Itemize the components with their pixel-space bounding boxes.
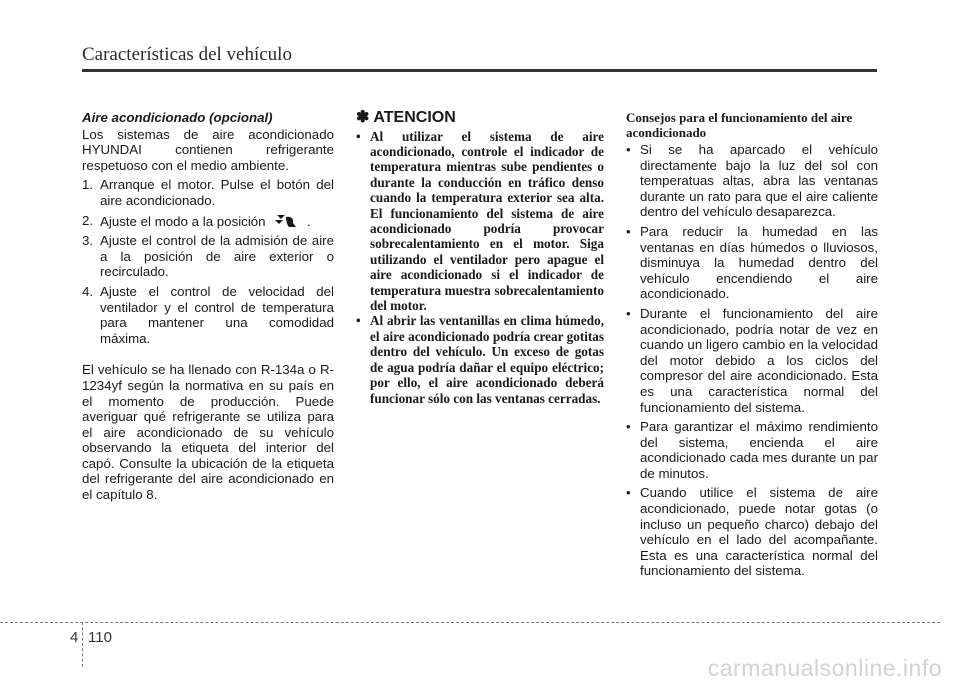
list-item [626,306,878,415]
steps-list [82,177,334,346]
list-item [82,233,334,280]
bullet-icon: • [626,142,631,157]
face-vent-mode-icon [271,213,301,229]
intro-paragraph: Los sistemas de aire acondicionado HYUNDAI contienen refrigerante respetuoso con el medio ambiente. [82,126,334,173]
step-text-suffix: . [306,213,311,229]
step-number: 4. [82,283,94,299]
list-item [356,313,604,405]
caution-heading [356,110,604,126]
list-item [82,177,334,208]
tip-text: Cuando utilice el sistema de aire acondicionado, puede notar gotas (o incluso un pequeño charco) debajo del vehículo en el lado del acompañante. Esta es una característica normal del funcionamiento del sistema. [640,485,878,579]
caution-title: ATENCION [373,109,456,126]
list-item [356,129,604,314]
list-item [626,224,878,302]
caution-text: Al abrir las ventanillas en clima húmedo, el aire acondicionado podría crear gotitas dentro del vehículo. Un exceso de gotas de agua podría dañar el equipo eléctrico; por ello, el aire acondicionado deberá funcionar sólo con las ventanas cerradas. [370,313,604,406]
tips-title: Consejos para el funcionamiento del aire acondicionado [626,110,853,140]
caution-text: Al utilizar el sistema de aire acondicionado, controle el indicador de temperatura mientras sube pendientes o durante la conducción en tráfico denso cuando la temperatura exterior sea alta. El funcionamiento del sistema de aire acondicionado podría provocar sobrecalentamiento en el motor. Siga utilizando el ventilador pero apague el aire acondicionado si el indicador de temperatura muestra sobrecalentamiento del motor. [370,128,604,314]
bullet-icon: • [356,313,361,329]
list-item [82,284,334,346]
step-text: Ajuste el control de la admisión de aire a la posición de aire exterior o recirculado. [100,233,334,280]
bullet-icon: • [626,223,631,239]
chapter-number: 4 [70,629,79,646]
column-caution [356,110,604,406]
footer-divider [82,622,83,667]
bullet-icon: • [626,419,631,435]
bullet-icon: • [626,305,631,321]
list-item [626,485,878,579]
step-number: 2. [82,212,94,228]
footer-rule [0,622,940,623]
list-item [626,419,878,481]
column-air-conditioning [82,110,334,507]
caution-symbol-icon: ✽ [356,109,370,126]
header-rule [82,69,877,72]
tips-list [626,142,878,579]
column-tips [626,110,878,583]
bullet-icon: • [626,485,631,501]
tip-text: Si se ha aparcado el vehículo directamente bajo la luz del sol con temperatuas altas, abra las ventanas durante un rato para que el aire caliente dentro del vehículo desaparezca. [640,142,878,220]
step-text: Ajuste el modo a la posición [100,213,266,229]
step-number: 1. [82,177,94,193]
tip-text: Para garantizar el máximo rendimiento del sistema, encienda el aire acondicionado cada mes durante un par de minutos. [640,419,878,481]
tip-text: Durante el funcionamiento del aire acondicionado, podría notar de vez en cuando un ligero cambio en la velocidad del motor debido a los ciclos del compresor del aire acondicionado. Esta es una característica normal del funcionamiento del sistema. [640,305,878,415]
list-item [626,142,878,220]
bullet-icon: • [356,128,361,144]
step-text: Ajuste el control de velocidad del ventilador y el control de temperatura para mantener una comodidad máxima. [100,283,334,346]
refrigerant-note: El vehículo se ha llenado con R-134a o R-1234yf según la normativa en su país en el momento de producción. Puede averiguar qué refrigerante se utiliza para el aire acondicionado de su vehículo observando la etiqueta del interior del capó. Consulte la ubicación de la etiqueta del refrigerante del aire acondicionado en el capítulo 8. [82,362,334,503]
step-number: 3. [82,233,94,249]
watermark: carmanualsonline.info [707,655,942,681]
section-heading: Aire acondicionado (opcional) [82,110,273,125]
page-header-title: Características del vehículo [82,44,292,65]
tip-text: Para reducir la humedad en las ventanas en días húmedos o lluviosos, disminuya la humedad dentro del vehículo encendiendo el aire acondicionado. [640,223,878,302]
page-number: 110 [88,629,112,646]
caution-list [356,129,604,406]
list-item [82,213,334,230]
step-text: Arranque el motor. Pulse el botón del aire acondicionado. [100,177,334,208]
